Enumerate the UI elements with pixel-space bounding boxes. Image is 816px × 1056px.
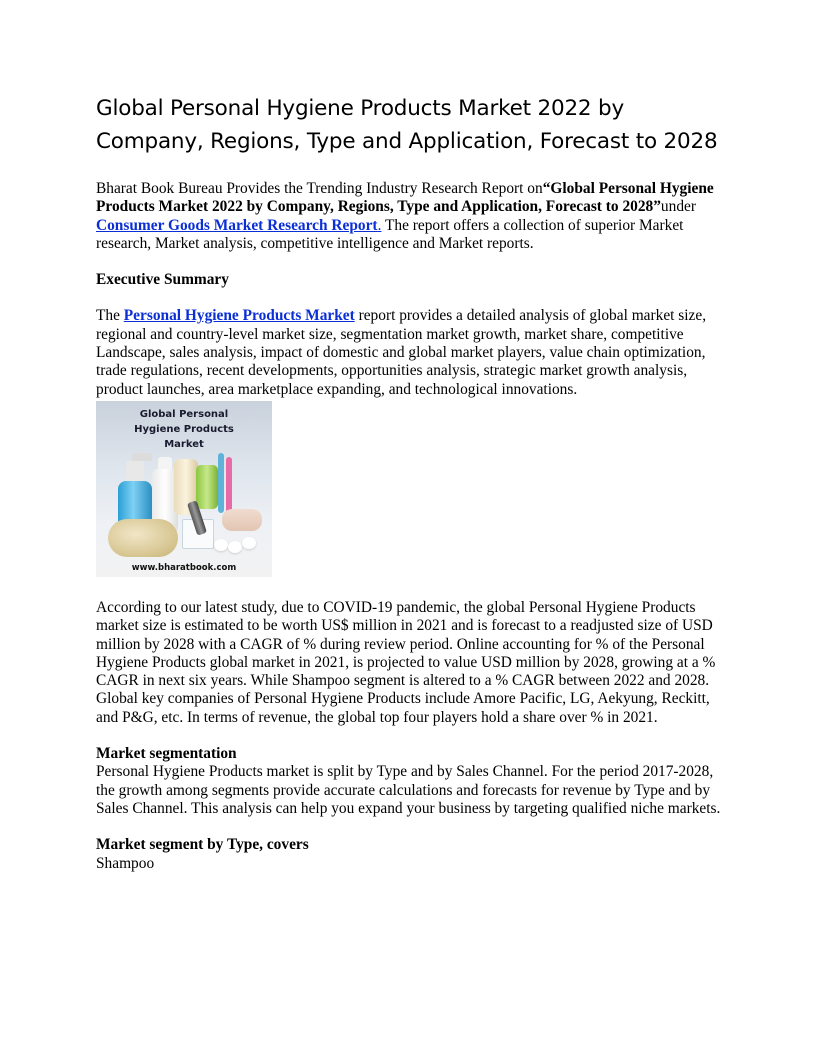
consumer-goods-link-suffix[interactable]: . [377, 216, 382, 234]
towel-icon [222, 509, 262, 531]
cotton-ball-icon [214, 539, 228, 551]
sponge-icon [108, 519, 178, 557]
executive-summary-prefix: The [96, 307, 124, 325]
cotton-ball-icon [228, 541, 242, 553]
study-paragraph-2: Global key companies of Personal Hygiene Products include Amore Pacific, LG, Aekyung, Reckitt, and P&G, etc. In terms of revenue, the global top four players hold a share over % in 2021. [96, 690, 710, 726]
executive-summary-heading: Executive Summary [96, 271, 229, 289]
executive-summary-paragraph [96, 307, 728, 398]
image-caption: Global Personal Hygiene Products Market [134, 408, 234, 450]
document-page [96, 92, 728, 873]
segment-type-item: Shampoo [96, 854, 155, 872]
intro-report-title: “Global Personal Hygiene Products Market 2022 by Company, Regions, Type and Application, Forecast to 2028” [96, 180, 714, 216]
consumer-goods-report-link[interactable]: Consumer Goods Market Research Report [96, 216, 378, 234]
executive-summary-body: report provides a detailed analysis of global market size, regional and country-level market size, segmentation market growth, market share, competitive Landscape, sales analysis, impact of domestic and global market players, value chain optimization, trade regulations, recent developments, opportunities analysis, strategic market growth analysis, product launches, area marketplace expanding, and technological innovations. [96, 307, 707, 398]
pump-bottle-icon [132, 453, 152, 461]
intro-text-after: The report offers a collection of superior Market research, Market analysis, competitive intelligence and Market reports. [96, 216, 684, 252]
market-segmentation-heading: Market segmentation [96, 745, 237, 763]
intro-paragraph [96, 180, 728, 253]
market-segmentation-paragraph: Personal Hygiene Products market is split by Type and by Sales Channel. For the period 2017-2028, the growth among segments provide accurate calculations and forecasts for revenue by Type and by Sales Channel. This analysis can help you expand your business by targeting qualified niche markets. [96, 763, 721, 817]
intro-text-before: Bharat Book Bureau Provides the Trending Industry Research Report on [96, 180, 543, 197]
personal-hygiene-market-link[interactable]: Personal Hygiene Products Market [123, 307, 355, 325]
toothbrush-icon [218, 453, 224, 513]
product-image [96, 401, 272, 577]
green-bottle-icon [196, 465, 218, 509]
image-footer-url: www.bharatbook.com [131, 562, 237, 573]
cotton-ball-icon [242, 537, 256, 549]
intro-under-text: under [660, 198, 696, 216]
toothbrush-icon [226, 457, 232, 513]
segment-by-type-heading: Market segment by Type, covers [96, 836, 309, 854]
study-paragraph-1: According to our latest study, due to COVID-19 pandemic, the global Personal Hygiene Products market size is estimated to be worth US$ million in 2021 and is forecast to a readjusted size of USD million by 2028 with a CAGR of % during review period. Online accounting for % of the Personal Hygiene Products global market in 2021, is projected to value USD million by 2028, growing at a % CAGR in next six years. While Shampoo segment is altered to a % CAGR between 2022 and 2028. [96, 598, 716, 690]
page-title: Global Personal Hygiene Products Market 2022 by Company, Regions, Type and Application, Forecast to 2028 [96, 96, 718, 154]
